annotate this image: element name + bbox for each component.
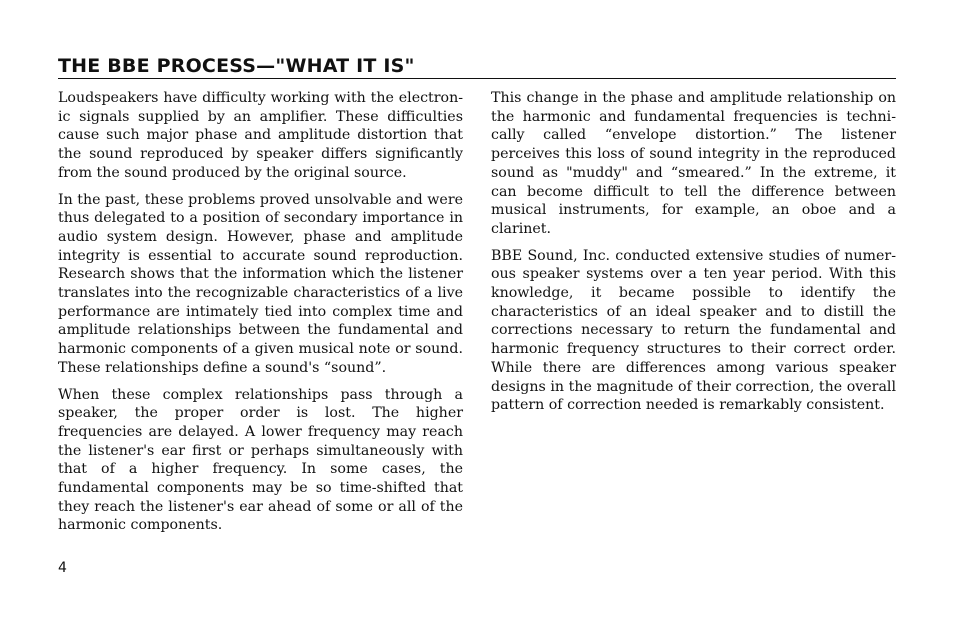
paragraph-loudspeaker-difficulty: Loudspeakers have difficulty working with the electronic signals supplied by an amplifier. These difficulties cause such major phase and amplitude distortion that the sound reproduced by speaker differs significantly from the sound produced by the original source. <box>58 90 463 181</box>
right-text-column <box>491 89 896 423</box>
paragraph-envelope-distortion: This change in the phase and amplitude relationship on the harmonic and fundamental frequencies is technically called “envelope distortion.” The listener perceives this loss of sound integrity in the reproduced sound as "muddy" and “smeared.” In the extreme, it can become difficult to tell the difference between musical instruments, for example, an oboe and a clarinet. <box>491 90 896 237</box>
page-number: 4 <box>58 560 67 576</box>
left-text-column <box>58 89 463 543</box>
section-heading: THE BBE PROCESS—"WHAT IT IS" <box>58 55 896 79</box>
paragraph-complex-relationships: When these complex relationships pass through a speaker, the proper order is lost. The higher frequencies are delayed. A lower frequency may reach the listener's ear first or perhaps simultaneously with that of a higher frequency. In some cases, the fundamental components may be so time-shifted that they reach the listener's ear ahead of some or all of the harmonic components. <box>58 386 463 534</box>
paragraph-bbe-studies: BBE Sound, Inc. conducted extensive studies of numerous speaker systems over a ten year period. With this knowledge, it became possible to identify the characteristics of an ideal speaker and to distill the corrections necessary to return the fundamental and harmonic frequency structures to their correct order. While there are differences among various speaker designs in the magnitude of their correction, the overall pattern of correction needed is remarkably consistent. <box>491 247 896 414</box>
paragraph-past-problems: In the past, these problems proved unsolvable and were thus delegated to a position of secondary importance in audio system design. However, phase and amplitude integrity is essential to accurate sound reproduction. Research shows that the information which the listener translates into the recognizable characteristics of a live performance are intimately tied into complex time and amplitude relationships between the fundamental and harmonic components of a given musical note or sound. These relationships define a sound's “sound”. <box>58 191 463 376</box>
